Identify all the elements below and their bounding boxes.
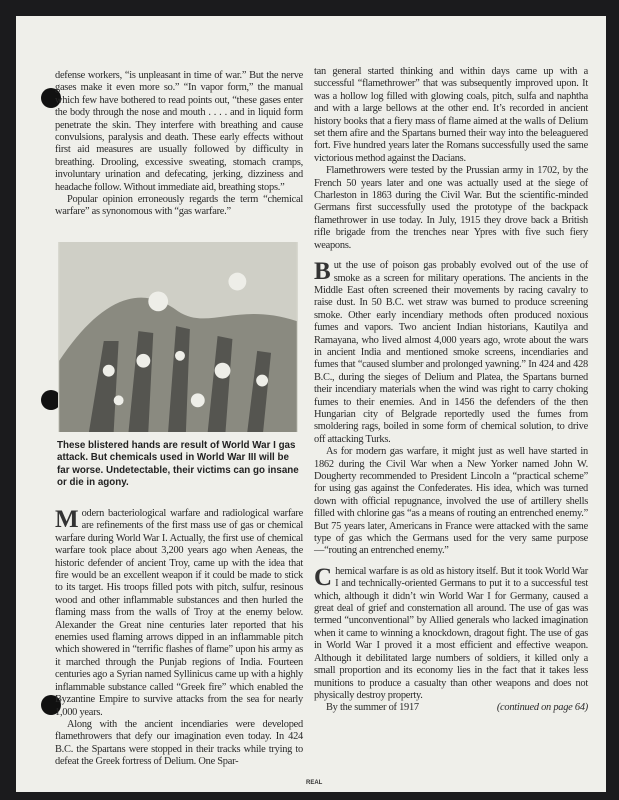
right-column <box>314 66 588 715</box>
continued-note: (continued on page 64) <box>496 702 588 714</box>
paragraph: Popular opinion erroneously regards the term “chemical warfare” as synonomous with “gas warfare.” <box>55 194 303 218</box>
drop-cap: C <box>314 563 333 591</box>
paragraph <box>55 508 303 719</box>
paragraph-text: By the summer of 1917 <box>326 702 419 714</box>
drop-cap: B <box>314 258 331 286</box>
footer-mark: REAL <box>306 780 323 786</box>
left-column-bottom <box>55 508 303 769</box>
left-column-top <box>55 70 303 219</box>
paragraph: defense workers, “is unpleasant in time of war.” But the nerve gases make it even more so.” “In vapor form,” the manual which few have bothered to read points out, “these gases enter the body through the nose and mouth . . . . and in liquid form penetrate the skin. They interfere with breathing and cause convulsions, paralysis and death. These early effects without first aid measures are usually followed by difficulty in breathing. Drooling, excessive sweating, stomach cramps, involuntary urination and defecating, jerking, dizziness and headache follow. Without immediate aid, breathing stops.” <box>55 70 303 193</box>
paragraph <box>314 260 588 446</box>
photo-caption: These blistered hands are result of World War I gas attack. But chemicals used in World War III will be far worse. Undetectable, their victims can go insane or die in agony. <box>57 440 299 489</box>
paragraph: tan general started thinking and within days came up with a successful “flamethrower” that was subsequently improved upon. It was a hollow log filled with glowing coals, pitch, sulfa and naphtha and with a large bellows at the other end. It’s recorded in ancient history books that a fiery mass of flame aimed at the walls of Delium set them afire and the Spartans burned their way into the beleaguered fort. Five hundred years later the Romans successfully used the same victorious method against the Dacians. <box>314 66 588 164</box>
blistered-hands-photo <box>58 242 298 432</box>
drop-cap: M <box>55 506 79 533</box>
paragraph: Flamethrowers were tested by the Prussian army in 1702, by the French 50 years later and one was actually used at the siege of Charleston in 1863 during the Civil War. But the scientific-minded Germans first successfully used the prototype of the backpack flamethrower in use today. In July, 1915 they drove back a British rifle brigade from the trenches near Ypres with five such fiery weapons. <box>314 165 588 251</box>
paragraph <box>314 563 588 702</box>
paragraph: As for modern gas warfare, it might just as well have started in 1862 during the Civil War when a New Yorker named John W. Dougherty recommended to President Lincoln a “practical scheme” for using gas against the Confederates. His idea, which was turned down with official repugnance, involved the use of artillery shells filled with chlorine gas “as a means of routing an entrenched enemy.” But 75 years later, Americans in France were attacked with the same type of gas which the Germans used for the very same purpose—“routing an entrenched enemy.” <box>314 446 588 557</box>
paragraph: Along with the ancient incendiaries were developed flamethrowers that defy our imagination even today. In 424 B.C. the Spartans were stopped in their tracks while trying to defeat the Greek fortress of Delium. One Spar- <box>55 718 303 768</box>
paragraph-text: odern bacteriological warfare and radiological warfare are refinements of the first mass use of gas or chemical warfare during World War I. Actually, the first use of chemical warfare took place about 3,200 years ago when Aeneas, the historic defender of ancient Troy, came up with the idea that fire would be an excellent weapon if it could be made to stick to its target. His troops filled pots with pitch, sulfur, resinous wood and other inflammable substances and then hurled the flaming mass from the walls of Troy at the enemy below. Alexander the Great nine centuries later reported that his enemies used flaming arrows dipped in an inflammable pitch which showered in “terrific flashes of flame” upon his army as it marched through the Punjab regions of India. Fourteen centuries ago a Syrian named Syllinicus came up with a highly inflammable substance called “Greek fire” which enabled the Byzantine Empire to survive attacks from the sea for nearly 1,000 years. <box>55 508 303 718</box>
paragraph <box>314 702 588 714</box>
paragraph-text: ut the use of poison gas probably evolved out of the use of smoke as a screen for military operations. The ancients in the Middle East often screened their movements by racing cavalry to raise dust. In 50 B.C. wet straw was burned to produce screening smoke. Other early incendiary methods often produced noxious fumes and vapors. Two ancient Indian historians, Kautilya and Ramayana, who lived almost 4,000 years ago, wrote about the wars in ancient India and mentioned smoke screens, incendiaries and fumes that “caused slumber and prolonged yawning.” In 424 and 428 B.C., during the sieges of Delium and Platea, the Spartans burned their incendiary materials when the wind was right to carry choking fumes to their enemies. And in 1456 the defenders of the then Hungarian city of Belgrade reportedly used the fumes from smoldering rags, boiled in some form of chemical solution, to drive off attacking Turks. <box>314 260 588 445</box>
paragraph-text: hemical warfare is as old as history itself. But it took World War I and technically-oriented Germans to put it to a successful test which, although it didn’t win World War I for Germany, caused a great deal of grief and consternation all around. The use of gas was termed “unconventional” by Allied generals who lacked imagination when it came to winning a knockdown, dragout fight. The use of gas in World War I proved it a most efficient and effective weapon. Although it debilitated large numbers of soldiers, it killed only a small proportion and its economy lies in the fact that it takes less munitions to produce a casualty than other weapons and does not physically destroy property. <box>314 565 588 701</box>
